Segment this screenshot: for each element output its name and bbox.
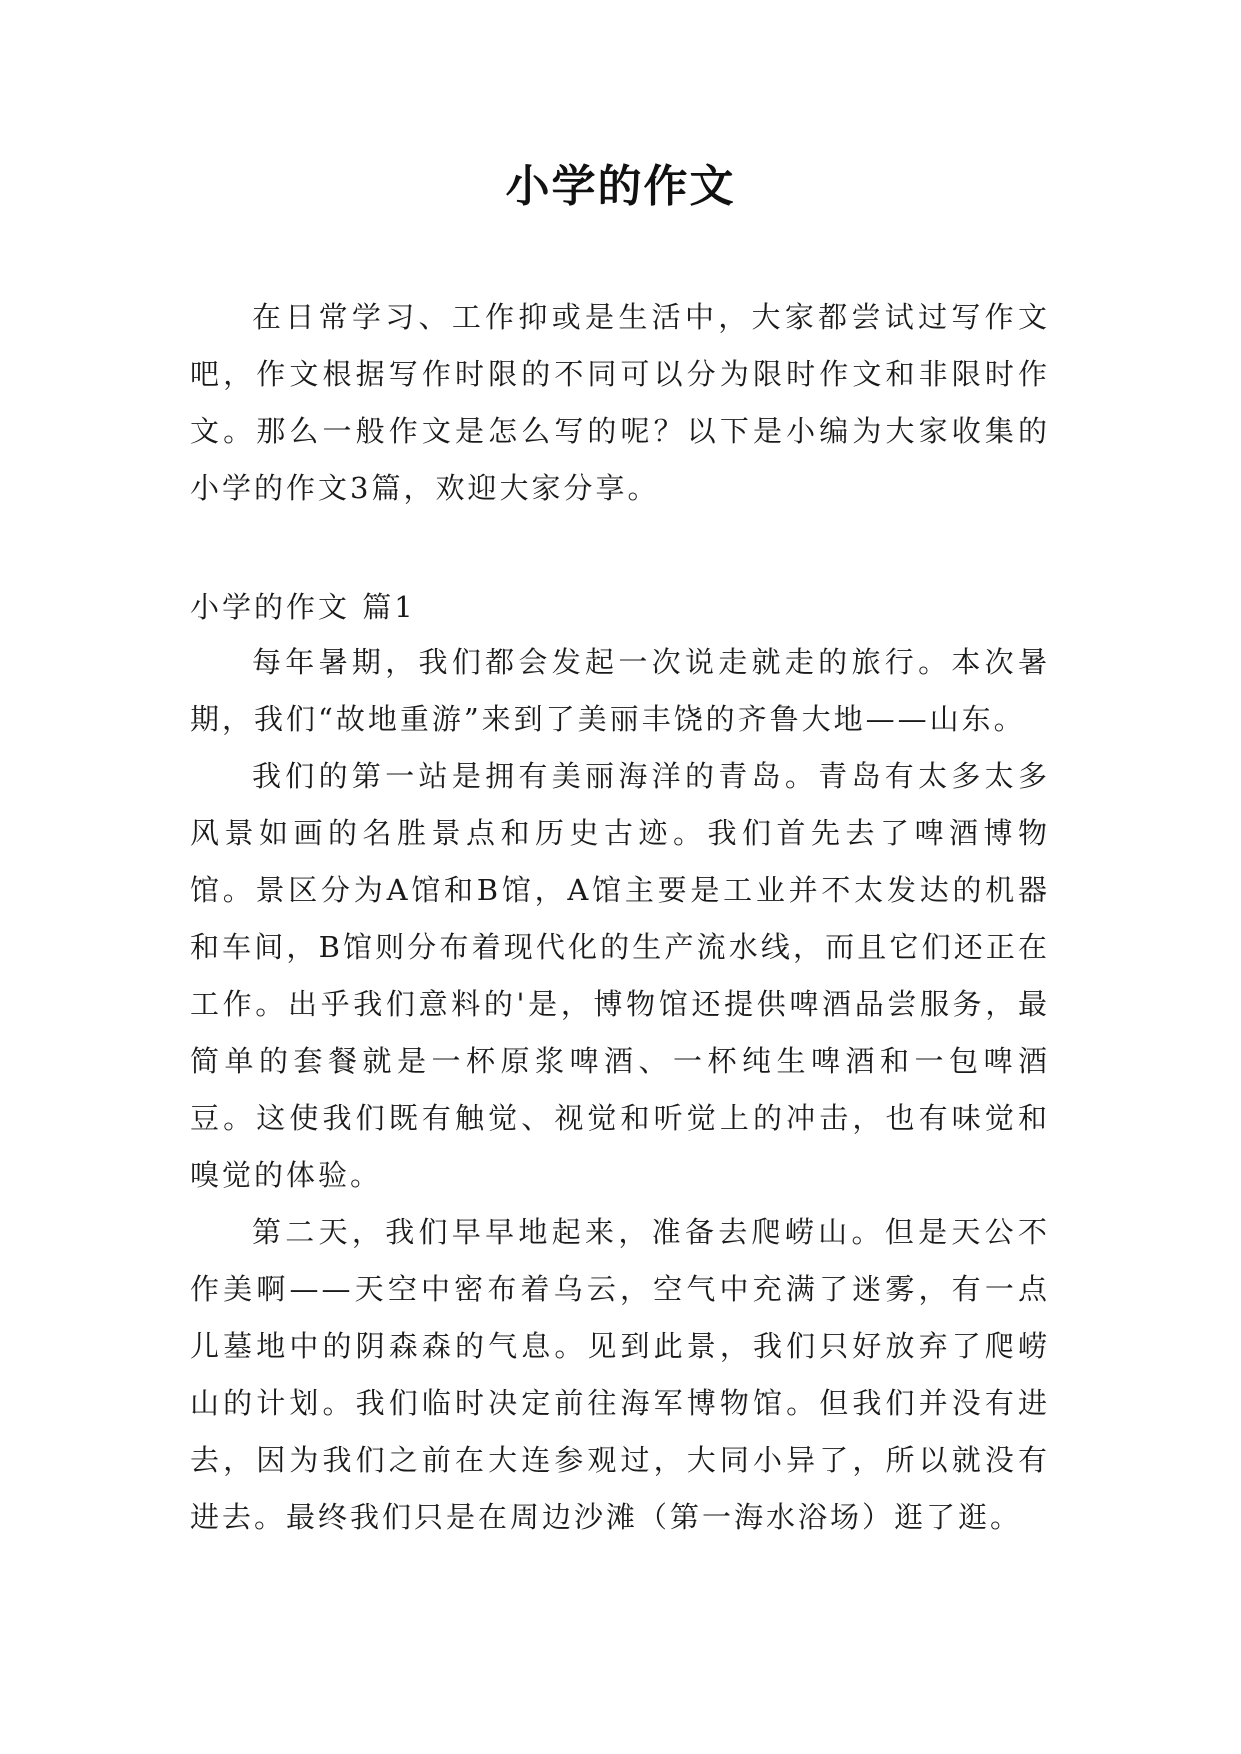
body-paragraph: 我们的第一站是拥有美丽海洋的青岛。青岛有太多太多风景如画的名胜景点和历史古迹。我们首先去了啤酒博物馆。景区分为A馆和B馆，A馆主要是工业并不太发达的机器和车间，B馆则分布着现代化的生产流水线，而且它们还正在工作。出乎我们意料的'是，博物馆还提供啤酒品尝服务，最简单的套餐就是一杯原浆啤酒、一杯纯生啤酒和一包啤酒豆。这使我们既有触觉、视觉和听觉上的冲击，也有味觉和嗅觉的体验。 [190,759,1050,1192]
intro-paragraph: 在日常学习、工作抑或是生活中，大家都尝试过写作文吧，作文根据写作时限的不同可以分为限时作文和非限时作文。那么一般作文是怎么写的呢？以下是小编为大家收集的小学的作文3篇，欢迎大家分享。 [190,300,1050,505]
document-title: 小学的作文 [505,161,736,212]
body-paragraph: 第二天，我们早早地起来，准备去爬崂山。但是天公不作美啊——天空中密布着乌云，空气中充满了迷雾，有一点儿墓地中的阴森森的气息。见到此景，我们只好放弃了爬崂山的计划。我们临时决定前往海军博物馆。但我们并没有进去，因为我们之前在大连参观过，大同小异了，所以就没有进去。最终我们只是在周边沙滩（第一海水浴场）逛了逛。 [190,1215,1050,1534]
section-heading: 小学的作文 篇1 [190,590,416,624]
body-paragraph: 每年暑期，我们都会发起一次说走就走的旅行。本次暑期，我们“故地重游”来到了美丽丰饶的齐鲁大地——山东。 [190,645,1050,736]
intro-block [190,289,1050,517]
section-body [190,634,1050,1546]
